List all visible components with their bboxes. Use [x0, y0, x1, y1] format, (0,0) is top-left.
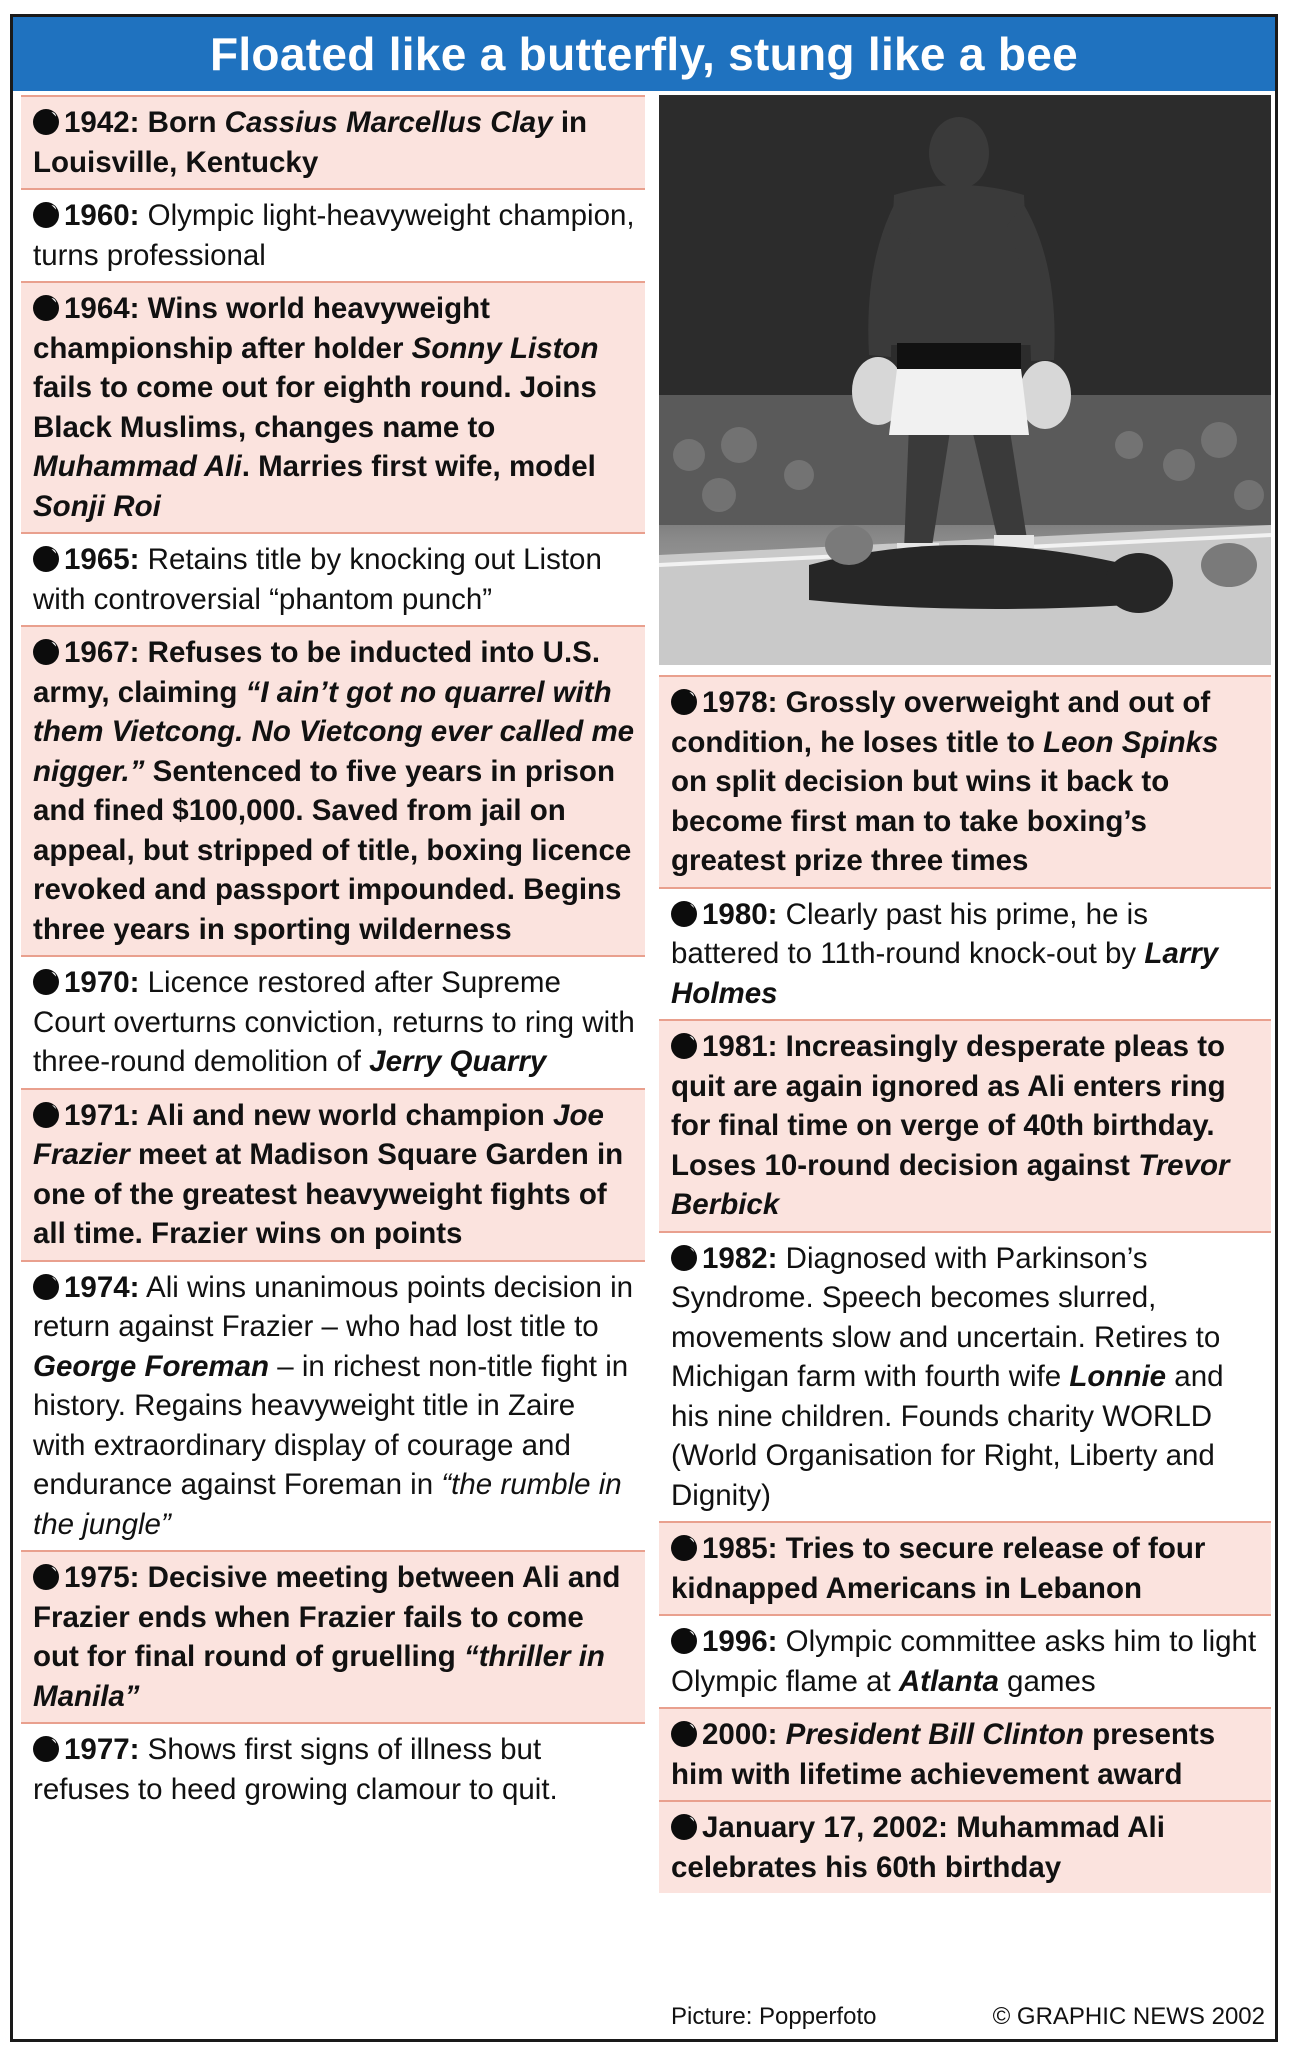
- bullet-icon: [33, 639, 59, 665]
- bullet-icon: [671, 1245, 697, 1271]
- entry-text: Shows first signs of illness but refuses to heed growing clamour to quit.: [33, 1733, 558, 1806]
- bullet-icon: [671, 1628, 697, 1654]
- entry-text: January 17, 2002: Muhammad Ali celebrates his 60th birthday: [671, 1811, 1165, 1884]
- entry-text: 1971: Ali and new world champion: [64, 1098, 554, 1132]
- bullet-icon: [33, 1274, 59, 1300]
- entry-text: meet at Madison Square Garden in one of the greatest heavyweight fights of all time. Frazier wins on points: [33, 1138, 624, 1250]
- headline-banner: Floated like a butterfly, stung like a bee: [13, 17, 1275, 91]
- timeline-entry: [21, 1550, 645, 1722]
- entry-text: Trevor Berbick: [671, 1148, 1230, 1221]
- entry-text: 1985: Tries to secure release of four kidnapped Americans in Lebanon: [671, 1532, 1206, 1605]
- entry-text: George Foreman: [33, 1349, 270, 1383]
- entry-text: Clearly past his prime, he is battered to 11th-round knock-out by: [671, 897, 1148, 970]
- entry-text: fails to come out for eighth round. Joins Black Muslims, changes name to: [33, 371, 597, 444]
- entry-text: Leon Spinks: [1043, 725, 1219, 759]
- entry-text: Olympic committee asks him to light Olympic flame at: [671, 1625, 1257, 1698]
- entry-text: Sonji Roi: [33, 489, 161, 523]
- entry-text: 1942: Born: [64, 106, 225, 139]
- left-column: [21, 95, 645, 1815]
- entry-text: Licence restored after Supreme Court overturns conviction, returns to ring with three-round demolition of: [33, 966, 635, 1078]
- entry-text: 1960:: [64, 199, 140, 232]
- timeline-entry: [659, 1521, 1271, 1614]
- entry-text: 1982:: [702, 1241, 778, 1275]
- entry-text: 1964: Wins world heavyweight championship after holder: [33, 292, 490, 365]
- bullet-icon: [33, 295, 59, 321]
- bullet-icon: [671, 901, 697, 927]
- entry-text: 1981: Increasingly desperate pleas to quit are again ignored as Ali enters ring for final time on verge of 40th birthday. Loses 10-round decision against: [671, 1030, 1226, 1182]
- bullet-icon: [671, 1033, 697, 1059]
- entry-text: 1975: Decisive meeting between Ali and Frazier ends when Frazier fails to come out for final round of gruelling: [33, 1561, 621, 1673]
- bullet-icon: [671, 1721, 697, 1747]
- entry-text: games: [998, 1664, 1096, 1698]
- footer: [659, 2003, 1271, 2031]
- entry-text: 2000:: [702, 1718, 786, 1751]
- entry-text: . Marries first wife, model: [241, 450, 596, 483]
- boxing-photo: [659, 95, 1271, 665]
- entry-text: Joe Frazier: [33, 1098, 604, 1171]
- entry-text: 1996:: [702, 1625, 778, 1658]
- timeline-entry: [659, 1707, 1271, 1800]
- entry-text: and his nine children. Founds charity WORLD (World Organisation for Right, Liberty and Dignity): [671, 1360, 1224, 1512]
- bullet-icon: [33, 546, 59, 572]
- bullet-icon: [671, 1814, 697, 1840]
- entry-text: Larry Holmes: [671, 937, 1219, 1010]
- right-column: [659, 95, 1271, 1893]
- timeline-entry: [659, 1019, 1271, 1231]
- timeline-entry: [21, 625, 645, 955]
- entry-text: 1970:: [64, 966, 140, 999]
- timeline-entry: [21, 281, 645, 532]
- entry-text: [1069, 1360, 1166, 1393]
- timeline-entry: [21, 1722, 645, 1815]
- timeline-entry: [21, 95, 645, 188]
- timeline-entry: [21, 955, 645, 1088]
- entry-text: 1977:: [64, 1733, 140, 1766]
- timeline-entry: [659, 887, 1271, 1020]
- bullet-icon: [33, 1564, 59, 1590]
- entry-text: Ali wins unanimous points decision in return against Frazier – who had lost title to: [33, 1270, 634, 1343]
- right-entries: [659, 675, 1271, 1893]
- entry-text: “thriller in Manila”: [33, 1640, 605, 1713]
- entry-text: President Bill Clinton: [785, 1718, 1084, 1751]
- entry-text: Atlanta: [898, 1664, 999, 1698]
- bullet-icon: [33, 1102, 59, 1128]
- entry-text: Retains title by knocking out Liston with controversial “phantom punch”: [33, 543, 602, 616]
- infographic-frame: [10, 14, 1278, 2042]
- entry-text: [369, 1045, 546, 1078]
- entry-text: Lonnie: [1069, 1360, 1167, 1393]
- entry-text: presents him with lifetime achievement award: [671, 1718, 1216, 1791]
- timeline-entry: [659, 1800, 1271, 1893]
- bullet-icon: [33, 969, 59, 995]
- boxing-photo-illustration: [659, 95, 1271, 665]
- entry-text: in Louisville, Kentucky: [33, 106, 588, 179]
- entry-text: [33, 1350, 269, 1383]
- entry-text: 1967: Refuses to be inducted into U.S. army, claiming: [33, 636, 601, 709]
- bullet-icon: [671, 1535, 697, 1561]
- timeline-entry: [21, 1088, 645, 1260]
- bullet-icon: [33, 109, 59, 135]
- entry-text: “I ain’t got no quarrel with them Vietcong. No Vietcong ever called me nigger.”: [33, 675, 635, 788]
- photo-credit: Picture: Popperfoto: [671, 2003, 877, 2030]
- timeline-entry: [21, 1260, 645, 1551]
- entry-text: “the rumble in the jungle”: [33, 1468, 622, 1541]
- bullet-icon: [33, 1736, 59, 1762]
- entry-text: Olympic light-heavyweight champion, turns professional: [33, 199, 635, 272]
- entry-text: 1974:: [64, 1270, 140, 1304]
- entry-text: 1978: Grossly overweight and out of condition, he loses title to: [671, 686, 1211, 759]
- entry-text: 1980:: [702, 897, 778, 931]
- entry-text: [899, 1665, 999, 1698]
- bullet-icon: [33, 202, 59, 228]
- timeline-entry: [21, 188, 645, 281]
- entry-text: Sentenced to five years in prison and fined $100,000. Saved from jail on appeal, but stripped of title, boxing licence revoked and passport impounded. Begins three years in sporting wilderness: [33, 754, 632, 946]
- entry-text: on split decision but wins it back to become first man to take boxing’s greatest prize three times: [671, 765, 1170, 877]
- timeline-entry: [21, 532, 645, 625]
- entry-text: Muhammad Ali: [33, 450, 242, 483]
- timeline-entry: [659, 1614, 1271, 1707]
- bullet-icon: [671, 689, 697, 715]
- entry-text: 1965:: [64, 543, 140, 576]
- entry-text: Diagnosed with Parkinson’s Syndrome. Speech becomes slurred, movements slow and uncertain. Retires to Michigan farm with fourth wife: [671, 1241, 1221, 1393]
- timeline-entry: [659, 675, 1271, 887]
- entry-text: Sonny Liston: [411, 331, 599, 365]
- entry-text: – in richest non-title fight in history. Regains heavyweight title in Zaire with extraordinary display of courage and endurance against Foreman in: [33, 1349, 629, 1501]
- entry-text: Cassius Marcellus Clay: [224, 106, 553, 139]
- copyright: © GRAPHIC NEWS 2002: [992, 2003, 1265, 2030]
- entry-text: Jerry Quarry: [369, 1045, 547, 1078]
- timeline-entry: [659, 1231, 1271, 1522]
